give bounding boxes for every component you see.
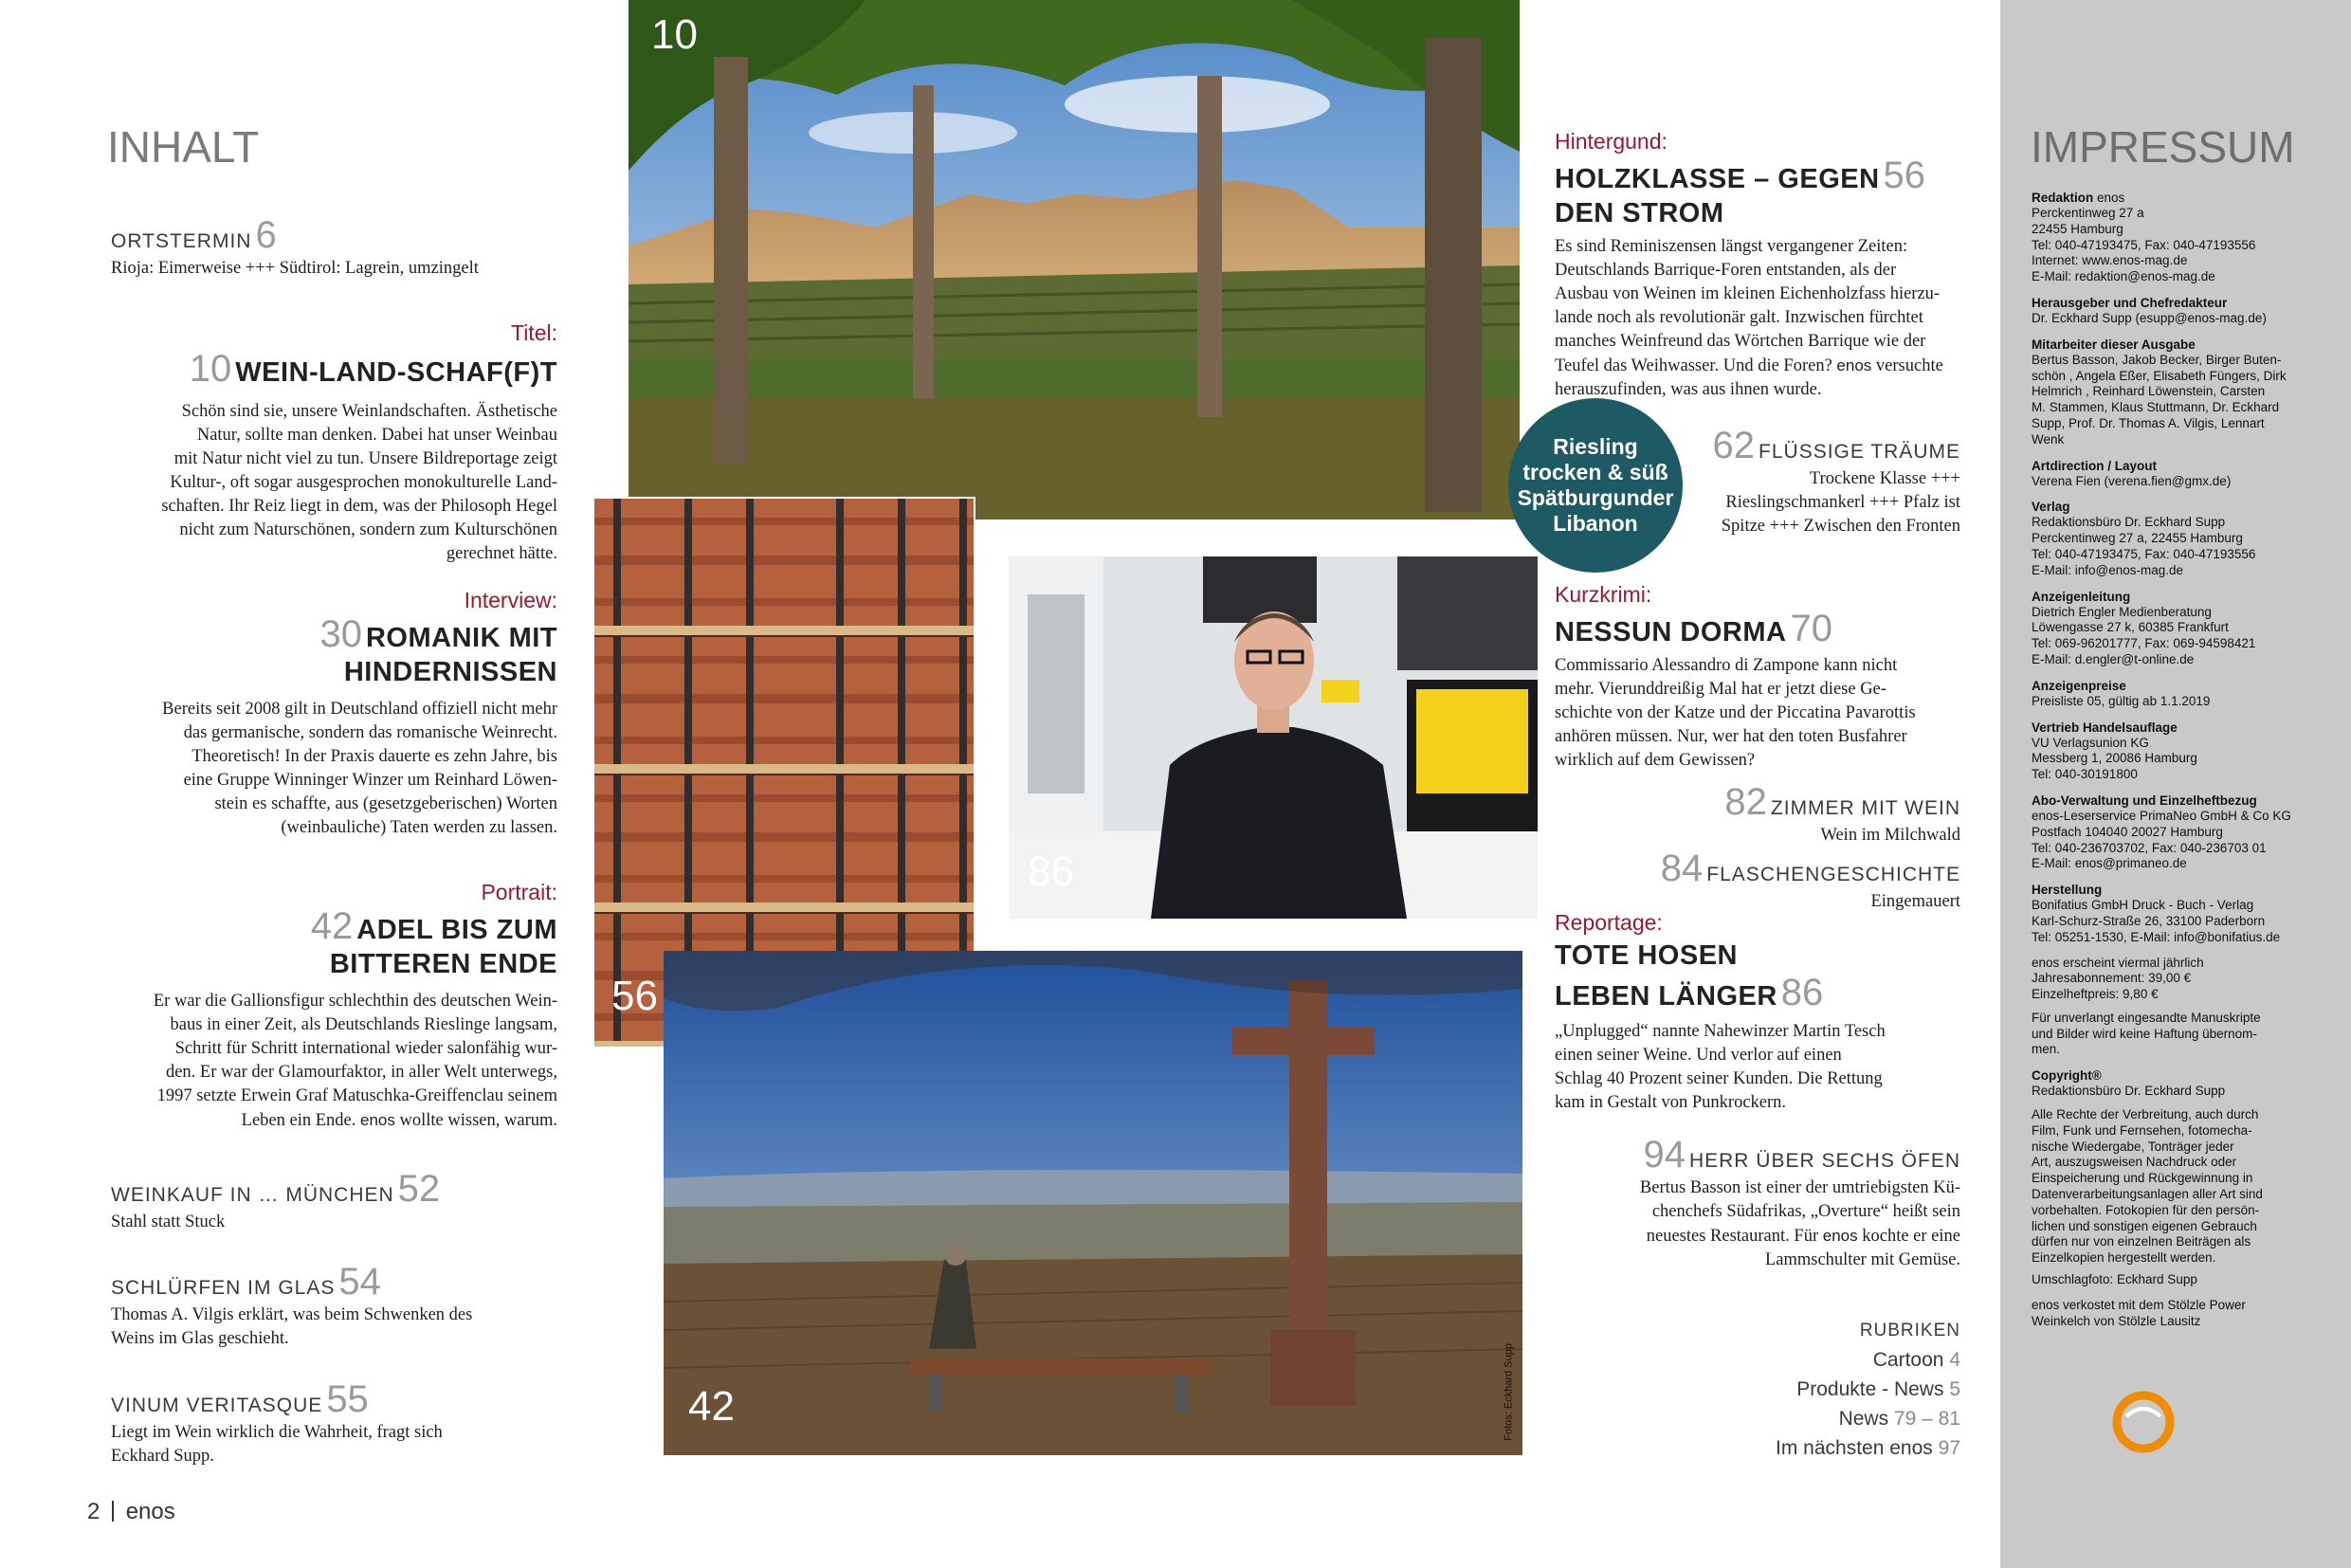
toc-herr[interactable] [1536, 1134, 1960, 1272]
topic-badge[interactable] [1508, 398, 1683, 573]
impressum-body: Dr. Eckhard Supp (esupp@enos-mag.de) [2032, 310, 2267, 325]
toc-category: Titel: [511, 320, 557, 345]
impressum-body: Bertus Basson, Jakob Becker, Birger Buten- schön , Angela Eßer, Elisabeth Füngers, Dirk Helmrich , Reinhard Löwenstein, Carsten M. Stammen, Klaus Stuttmann, Dr. Eckhard Supp, Prof. Dr. Thomas A. Vilgis, Lennart Wenk [2032, 352, 2287, 447]
enos-brand: enos [2097, 191, 2125, 205]
impressum-body: Redaktionsbüro Dr. Eckhard Supp [2032, 1084, 2226, 1099]
toc-label: FLASCHENGESCHICHTE [1706, 864, 1960, 885]
toc-label: ORTSTERMIN [111, 230, 252, 252]
toc-category: Reportage: [1555, 910, 1663, 935]
toc-teaser: Bereits seit 2008 gilt in Deutschland offiziell nicht mehr das germanische, sondern das romanische Weinrecht. Theoretisch! In der Praxis dauerte es zehn Jahre, bis eine Gruppe Winninger Winzer um Reinhard Löwen- stein es schaffte, aus (gesetzgeberischen) Worten (weinbauliche) Taten werden zu lassen. [162, 700, 557, 837]
impressum-body: VU Verlagsunion KG Messberg 1, 20086 Hamburg Tel: 040-30191800 [2032, 735, 2197, 782]
toc-page-number: 84 [1660, 848, 1704, 889]
toc-page-number: 42 [310, 905, 354, 947]
toc-category: Portrait: [481, 880, 557, 904]
toc-title: HOLZKLASSE – GEGEN [1555, 164, 1880, 194]
impressum-body: enos-Leserservice PrimaNeo GmbH & Co KG Postfach 104040 20027 Hamburg Tel: 040-236703702, Fax: 040-236703 01 E-Mail: enos@primaneo.de [2032, 808, 2291, 871]
toc-holzklasse[interactable] [1555, 129, 1972, 402]
toc-page-number: 30 [319, 613, 362, 655]
toc-vinum[interactable] [111, 1378, 604, 1468]
toc-teaser: Bertus Basson ist einer der umtriebigsten Kü- chenchefs Südafrikas, „Overture“ heißt sein neuestes Restaurant. Für enos kochte er eine Lammschulter mit Gemüse. [1639, 1178, 1960, 1269]
toc-teaser: Es sind Reminiszensen längst vergangener Zeiten: Deutschlands Barrique-Foren entstanden, als der Ausbau von Weinen im kleinen Eichenholzfass hierzu- lande noch als revolutionär galt. Inzwischen fürchtet manches Weinfreund das Wörtchen Barrique wie der Teufel das Weihwasser. Und die Foren? enos versuchte herauszufinden, was aus ihnen wurde. [1555, 237, 1943, 399]
toc-ortstermin[interactable] [111, 214, 642, 281]
enos-brand: enos [1889, 1437, 1933, 1459]
toc-flaschen[interactable] [1649, 848, 1960, 914]
toc-page-number: 86 [1780, 972, 1824, 1013]
enos-brand: enos [360, 1111, 395, 1129]
toc-zimmer[interactable] [1668, 781, 1960, 848]
toc-teaser: Commissario Alessandro di Zampone kann nicht mehr. Vierunddreißig Mal hat er jetzt diese Ge- schichte von der Katze und der Piccatina Pavarottis anhören müssen. Nur, wer hat den toten Busfahrer wirklich auf dem Gewissen? [1555, 656, 1916, 770]
toc-fluessig[interactable] [1668, 425, 1960, 538]
toc-title: WEIN-LAND-SCHAF(F)T [235, 357, 557, 388]
rubrik-item[interactable]: Produkte - News 5 [1796, 1378, 1960, 1400]
toc-page-number: 82 [1724, 781, 1767, 823]
photo-winemaker-portrait[interactable] [1009, 556, 1538, 919]
toc-title-line2: LEBEN LÄNGER [1555, 981, 1777, 1012]
toc-portrait[interactable] [104, 880, 557, 1133]
toc-teaser: Wein im Milchwald [1820, 826, 1960, 845]
toc-label: SCHLÜRFEN IM GLAS [111, 1277, 336, 1299]
toc-label: VINUM VERITASQUE [111, 1395, 323, 1416]
enos-brand: enos [2032, 955, 2060, 970]
toc-title-line2: HINDERNISSEN [343, 657, 557, 687]
toc-category: Hintergund: [1555, 129, 1668, 154]
toc-title: NESSUN DORMA [1555, 617, 1787, 647]
impressum-body: Redaktionsbüro Dr. Eckhard Supp Perckentinweg 27 a, 22455 Hamburg Tel: 040-47193475, Fax: 040-47193556 E-Mail: info@enos-mag.de [2032, 515, 2256, 577]
impressum-heading: Copyright® [2032, 1068, 2102, 1084]
toc-category: Kurzkrimi: [1555, 582, 1652, 607]
toc-label: ZIMMER MIT WEIN [1770, 797, 1960, 819]
toc-title-line2: BITTEREN ENDE [329, 949, 557, 979]
enos-brand: enos [1822, 1227, 1858, 1245]
impressum-heading: Anzeigenpreise [2032, 678, 2126, 693]
enos-brand: enos [2032, 808, 2060, 823]
toc-page-number: 62 [1712, 425, 1756, 466]
page-footer [87, 1499, 175, 1525]
toc-nessun-dorma[interactable] [1555, 582, 1972, 773]
impressum-body: Bonifatius GmbH Druck - Buch - Verlag Karl-Schurz-Straße 26, 33100 Paderborn Tel: 05251-1530, E-Mail: info@bonifatius.de [2032, 898, 2281, 944]
toc-titel[interactable] [133, 320, 557, 566]
impressum-heading: Anzeigenleitung [2032, 589, 2131, 604]
photo-page-number: 42 [688, 1383, 735, 1430]
toc-weinkauf[interactable] [111, 1168, 585, 1234]
toc-label: WEINKAUF IN … MÜNCHEN [111, 1184, 394, 1206]
toc-teaser: Eingemauert [1870, 892, 1960, 911]
toc-page-number: 54 [338, 1261, 381, 1303]
toc-teaser: Er war die Gallionsfigur schlechthin des deutschen Wein- baus in einer Zeit, als Deutschlands Rieslinge langsam, Schritt für Schritt international wieder salonfähig wur- den. Er war der Glamourfaktor, in aller Welt unterwegs, 1997 setzte Erwein Graf Matuschka-Greiffenclau seinem Leben ein Ende. enos wollte wissen, warum. [153, 992, 557, 1130]
toc-page-number: 70 [1790, 608, 1832, 649]
impressum-heading: Redaktion enos [2032, 191, 2125, 205]
toc-label: FLÜSSIGE TRÄUME [1759, 441, 1960, 463]
page-title: INHALT [107, 122, 260, 172]
toc-teaser: Rioja: Eimerweise +++ Südtirol: Lagrein, umzingelt [111, 259, 479, 278]
enos-logo-icon [2109, 1388, 2178, 1456]
impressum-body: enos verkostet mit dem Stölzle Power Weinkelch von Stölzle Lausitz [2032, 1297, 2246, 1328]
toc-teaser: Stahl statt Stuck [111, 1212, 226, 1231]
badge-line: trocken & süß [1522, 460, 1668, 484]
photo-vineyard-landscape[interactable] [629, 0, 1520, 520]
toc-page-number: 10 [189, 348, 232, 390]
impressum-body: Verena Fien (verena.fien@gmx.de) [2032, 473, 2232, 488]
impressum-heading: Herstellung [2032, 883, 2103, 898]
rubrik-item[interactable]: Cartoon 4 [1872, 1349, 1960, 1371]
toc-teaser: Liegt im Wein wirklich die Wahrheit, fragt sich Eckhard Supp. [111, 1423, 443, 1466]
enos-brand: enos [1836, 356, 1872, 374]
impressum-title: IMPRESSUM [2031, 122, 2295, 172]
impressum-body: Für unverlangt eingesandte Manuskripte und Bilder wird keine Haftung übernom- men. [2032, 1010, 2261, 1057]
rubriken-list [1668, 1316, 1960, 1463]
toc-teaser: Thomas A. Vilgis erklärt, was beim Schwenken des Weins im Glas geschieht. [111, 1305, 473, 1348]
impressum-body: enos erscheint viermal jährlich Jahresabonnement: 39,00 € Einzelheftpreis: 9,80 € [2032, 955, 2204, 1002]
impressum-heading: Mitarbeiter dieser Ausgabe [2032, 337, 2196, 352]
badge-line: Libanon [1553, 511, 1638, 536]
impressum-body: Dietrich Engler Medienberatung Löwengasse 27 k, 60385 Frankfurt Tel: 069-96201777, Fax: 069-94598421 E-Mail: d.engler@t-online.de [2032, 604, 2256, 666]
rubrik-item[interactable]: Im nächsten enos 97 [1776, 1437, 1960, 1459]
impressum-heading: Vertrieb Handelsauflage [2032, 720, 2178, 735]
impressum-text [2032, 190, 2335, 1329]
toc-title: ROMANIK MIT [365, 623, 557, 653]
page-number: 2 [87, 1499, 100, 1524]
toc-page-number: 56 [1883, 155, 1926, 196]
toc-teaser: Schön sind sie, unsere Weinlandschaften. Ästhetische Natur, sollte man denken. Dabei hat unser Weinbau mit Natur nicht viel zu tun. Unsere Bildreportage zeigt Kultur-, oft sogar ausgesprochen monokulturelle Land- schaften. Ihr Reiz liegt in dem, was der Philosoph Hegel nicht zum Naturschönen, sondern zum Kulturschönen gerechnet hätte. [161, 402, 557, 563]
badge-line: Spätburgunder [1517, 485, 1674, 510]
impressum-heading: Artdirection / Layout [2032, 458, 2158, 473]
toc-interview[interactable] [114, 588, 557, 840]
impressum-heading: Herausgeber und Chefredakteur [2032, 295, 2228, 310]
toc-title: ADEL BIS ZUM [356, 915, 557, 945]
toc-title: TOTE HOSEN [1555, 940, 1738, 971]
toc-label: HERR ÜBER SECHS ÖFEN [1688, 1150, 1960, 1172]
impressum-body: Perckentinweg 27 a 22455 Hamburg Tel: 040-47193475, Fax: 040-47193556 Internet: www.enos-mag.de E-Mail: redaktion@enos-mag.de [2032, 206, 2256, 284]
toc-title-line2: DEN STROM [1555, 198, 1724, 228]
impressum-body: Umschlagfoto: Eckhard Supp [2032, 1272, 2197, 1287]
rubrik-item[interactable]: News 79 – 81 [1838, 1408, 1960, 1430]
photo-page-number: 86 [1028, 848, 1074, 895]
toc-teaser: Trockene Klasse +++ Rieslingschmankerl +++ Pfalz ist Spitze +++ Zwischen den Fronten [1721, 469, 1960, 536]
badge-line: Riesling [1553, 434, 1638, 459]
rubriken-title: RUBRIKEN [1859, 1321, 1960, 1340]
photo-credit: Fotos: Eckhard Supp [1504, 1343, 1515, 1441]
impressum-body: Preisliste 05, gültig ab 1.1.2019 [2032, 693, 2211, 708]
toc-category: Interview: [464, 588, 557, 612]
photo-page-number: 56 [611, 973, 658, 1019]
enos-brand: enos [2032, 1297, 2060, 1312]
toc-teaser: „Unplugged“ nannte Nahewinzer Martin Tesch einen seiner Weine. Und verlor auf einen Schlag 40 Prozent seiner Kunden. Die Rettung kam in Gestalt von Punkrockern. [1555, 1022, 1886, 1112]
toc-page-number: 94 [1643, 1134, 1686, 1176]
impressum-panel [2000, 0, 2351, 1568]
impressum-body: Alle Rechte der Verbreitung, auch durch Film, Funk und Fernsehen, fotomecha- nische Wiedergabe, Tonträger jeder Art, auszugsweisen Nachdruck oder Einspeicherung und Rückgewinnung in Datenverarbeitungsanlagen aller Art sind vorbehalten. Fotokopien für den persön- lichen und sonstigen eigenen Gebrauch dürfen nur von einzelnen Beiträgen als Einzelkopien hergestellt werden. [2032, 1107, 2263, 1266]
toc-page-number: 6 [255, 214, 277, 256]
impressum-heading: Verlag [2032, 500, 2070, 515]
impressum-heading: Abo-Verwaltung und Einzelheftbezug [2032, 793, 2257, 808]
toc-schluerfen[interactable] [111, 1261, 604, 1351]
toc-page-number: 52 [397, 1168, 441, 1210]
photo-page-number: 10 [651, 11, 698, 58]
footer-brand: enos [125, 1499, 175, 1524]
toc-reportage[interactable] [1555, 910, 1972, 1115]
toc-page-number: 55 [326, 1378, 369, 1420]
photo-cross-landscape[interactable] [664, 951, 1522, 1455]
